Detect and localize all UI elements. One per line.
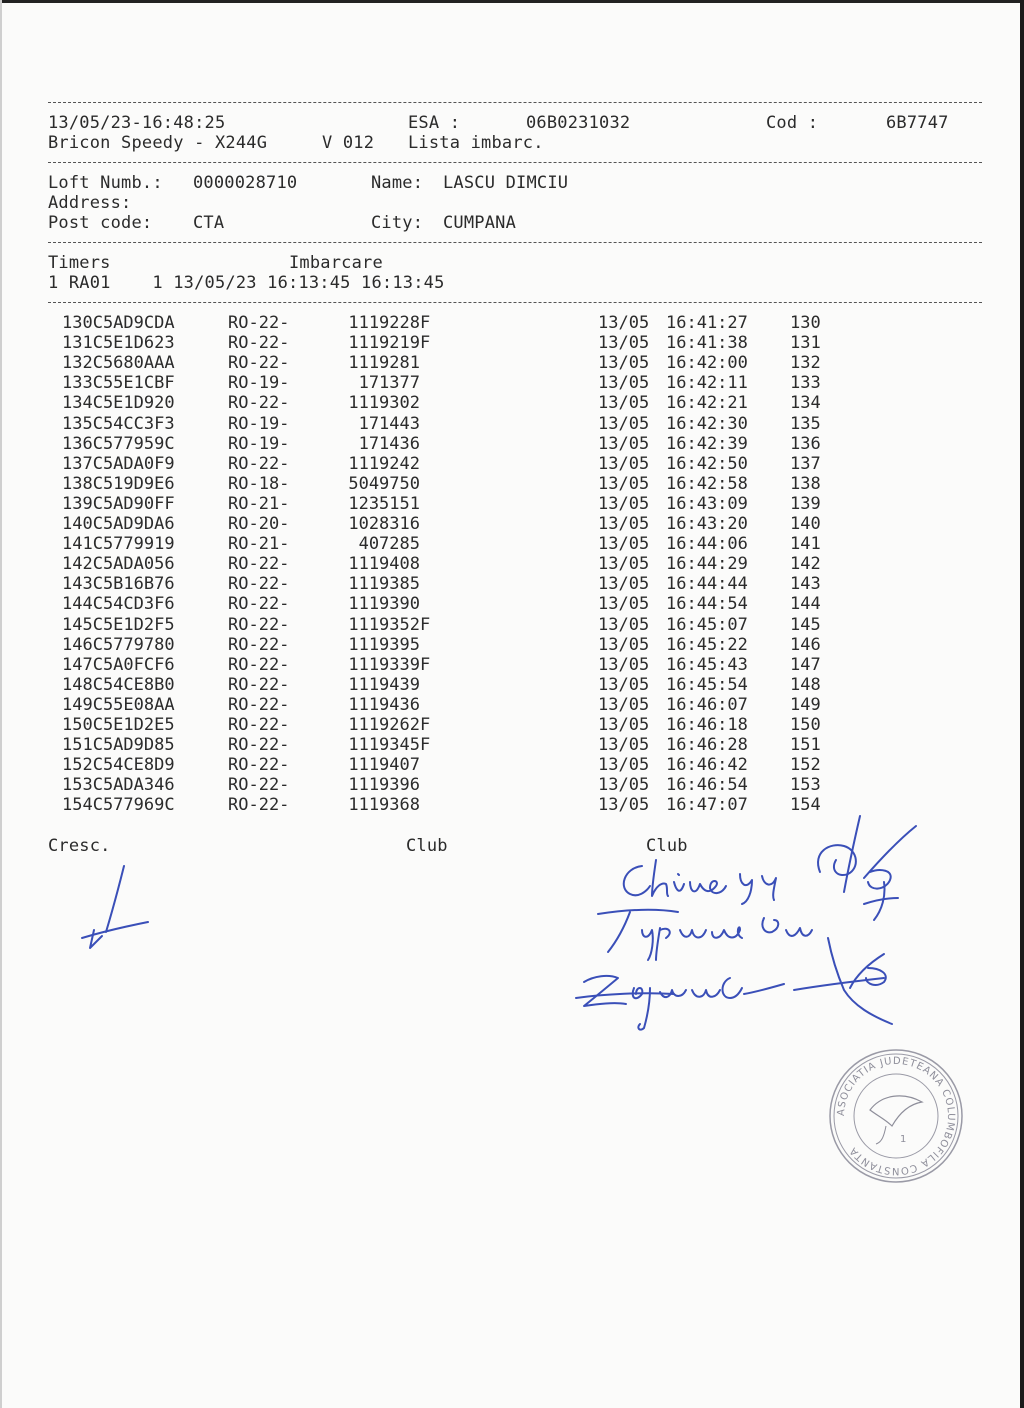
cresc-label: Cresc.: [48, 836, 111, 856]
arrival-time: 16:43:20: [666, 514, 748, 534]
page-edge-right: [1020, 0, 1024, 1408]
arrival-time: 16:41:27: [666, 313, 748, 333]
ring-sex-flag: F: [420, 614, 431, 635]
entry-index: 147: [790, 654, 821, 675]
arrival-date: 13/05: [598, 594, 650, 615]
arrival-time: 16:47:07: [666, 795, 748, 816]
ring-prefix: RO-22-: [228, 634, 290, 655]
ring-number: 1119228: [348, 313, 420, 333]
table-row: [48, 755, 948, 775]
arrival-date: 13/05: [598, 574, 650, 595]
ring-code: 145C5E1D2F5: [62, 614, 175, 635]
ring-prefix: RO-22-: [228, 594, 290, 615]
ring-prefix: RO-22-: [228, 393, 290, 414]
arrival-time: 16:44:54: [666, 594, 748, 615]
ring-sex-flag: F: [420, 654, 431, 675]
separator-line: [48, 102, 982, 103]
separator-line: [48, 302, 982, 303]
print-datetime: 13/05/23-16:48:25: [48, 113, 226, 133]
arrival-date: 13/05: [598, 755, 650, 776]
table-row: [48, 393, 948, 413]
entry-index: 130: [790, 313, 821, 333]
ring-prefix: RO-22-: [228, 554, 290, 575]
entry-index: 139: [790, 493, 821, 514]
entry-index: 152: [790, 755, 821, 776]
ring-sex-flag: F: [420, 313, 431, 333]
arrival-date: 13/05: [598, 654, 650, 675]
ring-prefix: RO-22-: [228, 755, 290, 776]
entry-index: 132: [790, 353, 821, 374]
ring-number: 1119407: [348, 755, 420, 776]
association-stamp: [826, 1046, 966, 1186]
club-signature-2: [594, 900, 818, 964]
arrival-time: 16:46:07: [666, 694, 748, 715]
entry-index: 133: [790, 373, 821, 394]
ring-code: 143C5B16B76: [62, 574, 175, 595]
arrival-date: 13/05: [598, 735, 650, 756]
ring-code: 136C577959C: [62, 433, 175, 454]
ring-prefix: RO-19-: [228, 433, 290, 454]
arrival-date: 13/05: [598, 554, 650, 575]
entry-index: 136: [790, 433, 821, 454]
table-row: [48, 373, 948, 393]
table-row: [48, 534, 948, 554]
ring-number: 1119352: [348, 614, 420, 635]
arrival-time: 16:42:30: [666, 413, 748, 434]
entry-index: 150: [790, 715, 821, 735]
table-row: [48, 454, 948, 474]
ring-code: 132C5680AAA: [62, 353, 175, 374]
table-row: [48, 514, 948, 534]
ring-number: 171377: [358, 373, 420, 394]
arrival-date: 13/05: [598, 393, 650, 414]
arrival-time: 16:42:39: [666, 433, 748, 454]
timer-line: 1 RA01 1 13/05/23 16:13:45 16:13:45: [48, 273, 445, 293]
arrival-time: 16:42:11: [666, 373, 748, 394]
ring-code: 150C5E1D2E5: [62, 715, 175, 735]
entry-index: 143: [790, 574, 821, 595]
ring-number: 1119302: [348, 393, 420, 414]
ring-prefix: RO-22-: [228, 775, 290, 796]
ring-number: 1119396: [348, 775, 420, 796]
postcode-value: CTA: [193, 213, 225, 233]
ring-prefix: RO-19-: [228, 413, 290, 434]
ring-code: 138C519D9E6: [62, 473, 175, 494]
ring-sex-flag: F: [420, 735, 431, 756]
club-label: Club: [406, 836, 448, 856]
ring-prefix: RO-22-: [228, 674, 290, 695]
ring-number: 1119439: [348, 674, 420, 695]
name-value: LASCU DIMCIU: [443, 173, 569, 193]
ring-prefix: RO-21-: [228, 493, 290, 514]
ring-number: 1119436: [348, 694, 420, 715]
arrival-date: 13/05: [598, 614, 650, 635]
ring-code: 135C54CC3F3: [62, 413, 175, 434]
ring-prefix: RO-22-: [228, 735, 290, 756]
ring-code: 139C5AD90FF: [62, 493, 175, 514]
arrival-date: 13/05: [598, 775, 650, 796]
arrival-time: 16:46:28: [666, 735, 748, 756]
entry-index: 135: [790, 413, 821, 434]
ring-code: 152C54CE8D9: [62, 755, 175, 776]
entry-index: 134: [790, 393, 821, 414]
arrival-time: 16:44:06: [666, 534, 748, 555]
table-row: [48, 635, 948, 655]
entry-index: 149: [790, 694, 821, 715]
arrival-date: 13/05: [598, 433, 650, 454]
table-row: [48, 675, 948, 695]
arrival-time: 16:43:09: [666, 493, 748, 514]
ring-code: 144C54CD3F6: [62, 594, 175, 615]
arrival-time: 16:42:50: [666, 453, 748, 474]
arrival-time: 16:41:38: [666, 333, 748, 354]
ring-number: 1119345: [348, 735, 420, 756]
ring-code: 140C5AD9DA6: [62, 514, 175, 534]
ring-code: 154C577969C: [62, 795, 175, 816]
arrival-time: 16:45:07: [666, 614, 748, 635]
ring-code: 149C55E08AA: [62, 694, 175, 715]
arrival-time: 16:46:54: [666, 775, 748, 796]
ring-prefix: RO-21-: [228, 534, 290, 555]
ring-prefix: RO-22-: [228, 313, 290, 333]
device-version: V 012: [322, 133, 375, 153]
arrival-date: 13/05: [598, 674, 650, 695]
arrival-date: 13/05: [598, 715, 650, 735]
table-row: [48, 554, 948, 574]
ring-number: 1119408: [348, 554, 420, 575]
loft-label: Loft Numb.:: [48, 173, 163, 193]
arrival-time: 16:46:18: [666, 715, 748, 735]
arrival-date: 13/05: [598, 534, 650, 555]
cod-value: 6B7747: [886, 113, 949, 133]
ring-code: 137C5ADA0F9: [62, 453, 175, 474]
ring-prefix: RO-22-: [228, 795, 290, 816]
arrival-date: 13/05: [598, 353, 650, 374]
table-row: [48, 434, 948, 454]
ring-prefix: RO-18-: [228, 473, 290, 494]
ring-number: 1119219: [348, 333, 420, 354]
ring-number: 1119395: [348, 634, 420, 655]
entry-index: 154: [790, 795, 821, 816]
address-label: Address:: [48, 193, 132, 213]
separator-line: [48, 162, 982, 163]
ring-number: 1119339: [348, 654, 420, 675]
arrival-date: 13/05: [598, 453, 650, 474]
arrival-time: 16:42:21: [666, 393, 748, 414]
table-row: [48, 333, 948, 353]
separator-line: [48, 242, 982, 243]
ring-number: 1119281: [348, 353, 420, 374]
arrival-time: 16:45:54: [666, 674, 748, 695]
entry-index: 146: [790, 634, 821, 655]
entry-index: 151: [790, 735, 821, 756]
table-row: [48, 474, 948, 494]
device-name: Bricon Speedy - X244G: [48, 133, 268, 153]
ring-prefix: RO-22-: [228, 715, 290, 735]
ring-code: 151C5AD9D85: [62, 735, 175, 756]
table-row: [48, 775, 948, 795]
arrival-date: 13/05: [598, 634, 650, 655]
ring-code: 147C5A0FCF6: [62, 654, 175, 675]
ring-sex-flag: F: [420, 715, 431, 735]
table-row: [48, 353, 948, 373]
ring-code: 133C55E1CBF: [62, 373, 175, 394]
stamp-center-number: 1: [900, 1134, 907, 1145]
table-row: [48, 695, 948, 715]
entry-index: 145: [790, 614, 821, 635]
ring-number: 171436: [358, 433, 420, 454]
ring-code: 142C5ADA056: [62, 554, 175, 575]
arrival-date: 13/05: [598, 333, 650, 354]
table-row: [48, 735, 948, 755]
page-edge-left: [0, 0, 2, 1408]
ring-number: 171443: [358, 413, 420, 434]
ring-prefix: RO-22-: [228, 614, 290, 635]
postcode-label: Post code:: [48, 213, 153, 233]
entry-index: 131: [790, 333, 821, 354]
arrival-date: 13/05: [598, 514, 650, 534]
city-label: City:: [371, 213, 424, 233]
ring-number: 1119390: [348, 594, 420, 615]
table-row: [48, 615, 948, 635]
arrival-time: 16:42:58: [666, 473, 748, 494]
entry-index: 137: [790, 453, 821, 474]
ring-prefix: RO-19-: [228, 373, 290, 394]
ring-prefix: RO-22-: [228, 353, 290, 374]
entry-index: 153: [790, 775, 821, 796]
list-title: Lista imbarc.: [408, 133, 544, 153]
ring-prefix: RO-22-: [228, 453, 290, 474]
entry-index: 141: [790, 534, 821, 555]
entry-index: 140: [790, 514, 821, 534]
table-row: [48, 313, 948, 333]
city-value: CUMPANA: [443, 213, 517, 233]
arrival-date: 13/05: [598, 373, 650, 394]
entry-index: 148: [790, 674, 821, 695]
table-row: [48, 494, 948, 514]
club-signature-3: [574, 958, 804, 1038]
ring-prefix: RO-22-: [228, 333, 290, 354]
ring-number: 407285: [358, 534, 420, 555]
ring-number: 1119262: [348, 715, 420, 735]
ring-number: 1028316: [348, 514, 420, 534]
arrival-date: 13/05: [598, 795, 650, 816]
ring-code: 148C54CE8B0: [62, 674, 175, 695]
ring-number: 1119385: [348, 574, 420, 595]
official-signature-arrow: [788, 932, 908, 1032]
ring-number: 1119242: [348, 453, 420, 474]
ring-code: 130C5AD9CDA: [62, 313, 175, 333]
ring-prefix: RO-22-: [228, 694, 290, 715]
table-row: [48, 655, 948, 675]
esa-value: 06B0231032: [526, 113, 631, 133]
club-signature-1: [612, 852, 792, 906]
stamp-ring-text: ASOCIATIA JUDETEANA COLUMBOFILA CONSTANTA: [835, 1055, 957, 1177]
cod-label: Cod :: [766, 113, 819, 133]
ring-number: 1119368: [348, 795, 420, 816]
arrival-date: 13/05: [598, 413, 650, 434]
timers-label: Timers: [48, 253, 111, 273]
entry-index: 144: [790, 594, 821, 615]
ring-code: 131C5E1D623: [62, 333, 175, 354]
ring-number: 1235151: [348, 493, 420, 514]
arrival-time: 16:45:43: [666, 654, 748, 675]
entry-index: 142: [790, 554, 821, 575]
ring-sex-flag: F: [420, 333, 431, 354]
arrival-date: 13/05: [598, 493, 650, 514]
arrival-time: 16:46:42: [666, 755, 748, 776]
arrival-time: 16:44:29: [666, 554, 748, 575]
ring-prefix: RO-20-: [228, 514, 290, 534]
name-label: Name:: [371, 173, 424, 193]
imbarcare-label: Imbarcare: [289, 253, 383, 273]
ring-prefix: RO-22-: [228, 574, 290, 595]
ring-code: 141C5779919: [62, 534, 175, 555]
arrival-time: 16:44:44: [666, 574, 748, 595]
official-signature: [800, 812, 930, 930]
entry-index: 138: [790, 473, 821, 494]
table-row: [48, 414, 948, 434]
ring-number: 5049750: [348, 473, 420, 494]
esa-label: ESA :: [408, 113, 461, 133]
loft-value: 0000028710: [193, 173, 298, 193]
arrival-date: 13/05: [598, 313, 650, 333]
arrival-date: 13/05: [598, 694, 650, 715]
ring-code: 146C5779780: [62, 634, 175, 655]
ring-code: 153C5ADA346: [62, 775, 175, 796]
club-label: Club: [646, 836, 688, 856]
arrival-time: 16:42:00: [666, 353, 748, 374]
arrival-time: 16:45:22: [666, 634, 748, 655]
ring-prefix: RO-22-: [228, 654, 290, 675]
table-row: [48, 715, 948, 735]
ring-code: 134C5E1D920: [62, 393, 175, 414]
arrival-date: 13/05: [598, 473, 650, 494]
table-row: [48, 594, 948, 614]
page-edge-top: [0, 0, 1024, 3]
breeder-signature: [72, 860, 162, 955]
table-row: [48, 574, 948, 594]
